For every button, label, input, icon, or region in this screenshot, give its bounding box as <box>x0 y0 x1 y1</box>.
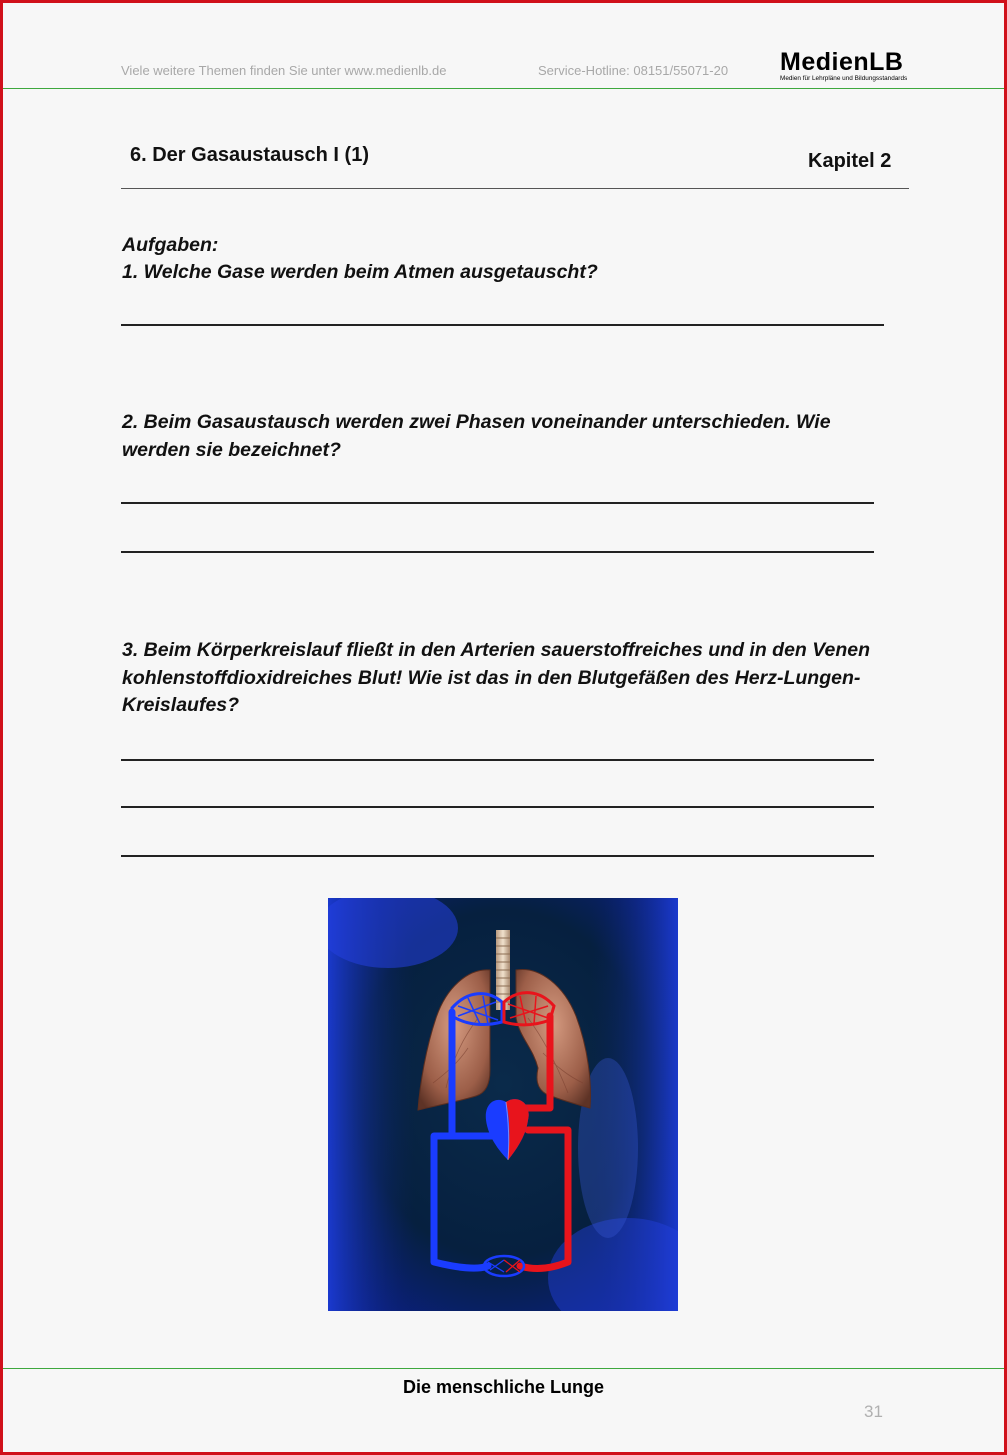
logo-name: MedienLB <box>780 48 904 76</box>
question-2: 2. Beim Gasaustausch werden zwei Phasen voneinander unterschieden. Wie werden sie bezeichnet? <box>122 411 831 461</box>
page-title: 6. Der Gasaustausch I (1) <box>130 144 369 166</box>
answer-line-2a[interactable] <box>121 502 874 504</box>
tasks-heading: Aufgaben: <box>122 234 219 256</box>
logo-tagline: Medien für Lehrpläne und Bildungsstandards <box>780 75 908 82</box>
answer-line-3b[interactable] <box>121 806 874 808</box>
answer-line-2b[interactable] <box>121 551 874 553</box>
title-rule <box>121 188 909 189</box>
page-number: 31 <box>864 1402 883 1421</box>
question-3: 3. Beim Körperkreislauf fließt in den Arterien sauerstoffreiches und in den Venen kohlenstoffdioxidreiches Blut! Wie ist das in den Blutgefäßen des Herz-Lungen-Kreislaufes? <box>122 639 871 716</box>
lung-circulation-figure <box>328 898 678 1311</box>
answer-line-3a[interactable] <box>121 759 874 761</box>
footer-divider <box>3 1368 1004 1369</box>
medienlb-logo <box>780 49 920 82</box>
question-1: 1. Welche Gase werden beim Atmen ausgetauscht? <box>122 261 598 283</box>
header-hotline-text: Service-Hotline: 08151/55071-20 <box>538 63 729 78</box>
chapter-label: Kapitel 2 <box>808 150 892 172</box>
header-divider <box>3 88 1004 89</box>
header-website-text: Viele weitere Themen finden Sie unter www.medienlb.de <box>121 63 447 78</box>
answer-line-1[interactable] <box>121 324 884 326</box>
answer-line-3c[interactable] <box>121 855 874 857</box>
figure-caption: Die menschliche Lunge <box>402 1377 605 1397</box>
